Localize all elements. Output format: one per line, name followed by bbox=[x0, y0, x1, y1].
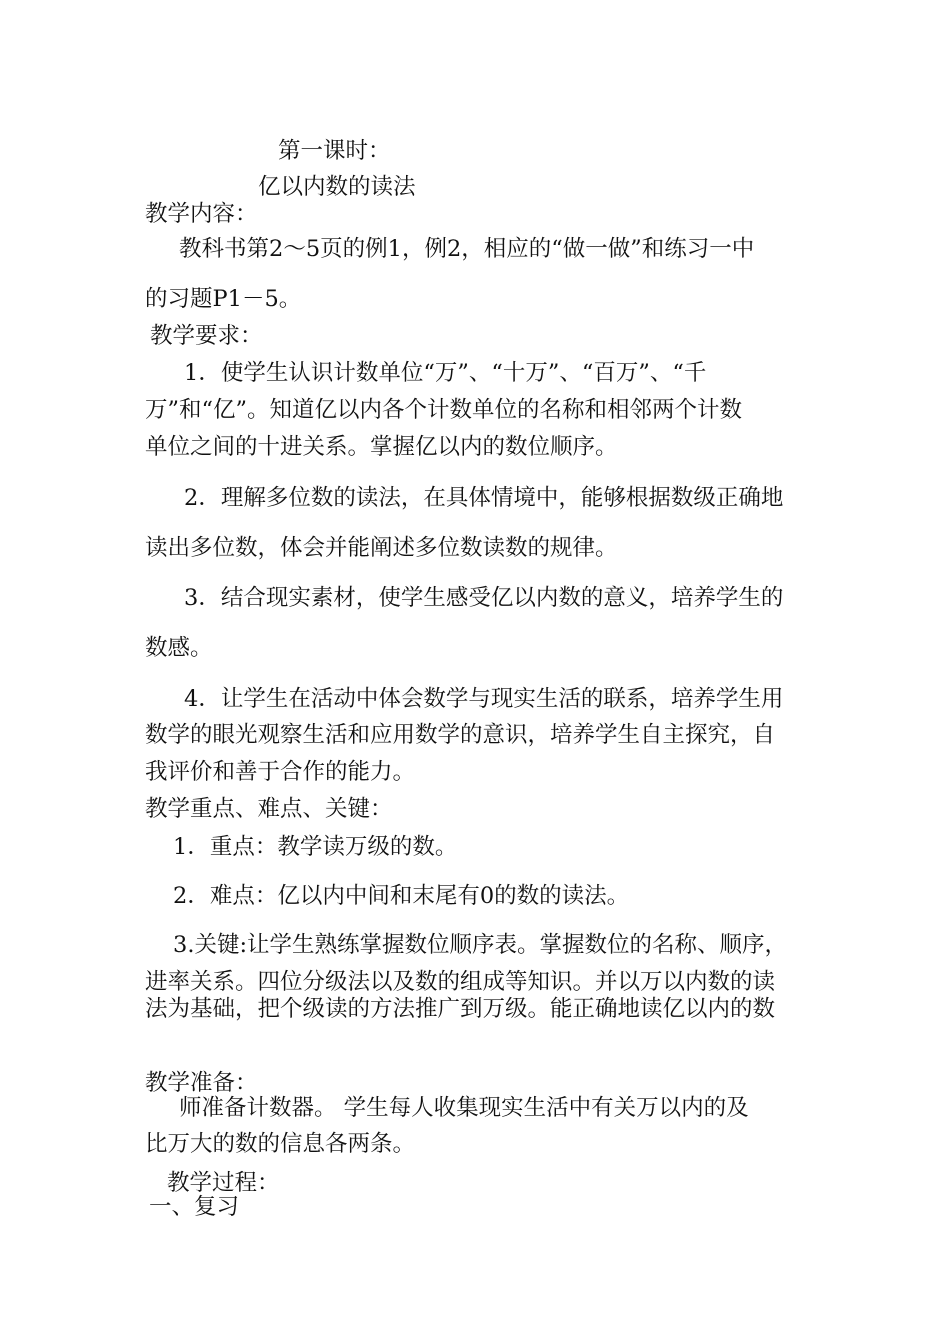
requirement-2-line-2: 读出多位数，体会并能阐述多位数读数的规律。 bbox=[145, 535, 618, 561]
requirement-2-line-1: 2．理解多位数的读法，在具体情境中，能够根据数级正确地 bbox=[184, 485, 784, 511]
topic-title: 亿以内数的读法 bbox=[258, 174, 416, 200]
requirements-heading: 教学要求： bbox=[150, 323, 263, 349]
key-point-3-line-3: 法为基础，把个级读的方法推广到万级。能正确地读亿以内的数 bbox=[145, 996, 776, 1022]
content-line-1: 教科书第2～5页的例1，例2，相应的“做一做”和练习一中 bbox=[179, 236, 755, 262]
preparation-line-2: 比万大的数的信息各两条。 bbox=[145, 1131, 416, 1157]
content-line-2: 的习题P1－5。 bbox=[145, 286, 302, 312]
requirement-1-line-3: 单位之间的十进关系。掌握亿以内的数位顺序。 bbox=[145, 434, 618, 460]
content-heading: 教学内容： bbox=[145, 201, 258, 227]
process-heading: 教学过程： bbox=[167, 1170, 280, 1196]
requirement-4-line-3: 我评价和善于合作的能力。 bbox=[145, 759, 416, 785]
key-point-1: 1．重点：教学读万级的数。 bbox=[173, 834, 458, 860]
process-section-1: 一、复习 bbox=[149, 1194, 240, 1220]
requirement-4-line-2: 数学的眼光观察生活和应用数学的意识，培养学生自主探究，自 bbox=[145, 722, 776, 748]
requirement-4-line-1: 4．让学生在活动中体会数学与现实生活的联系，培养学生用 bbox=[184, 686, 784, 712]
key-point-3-line-1: 3.关键:让学生熟练掌握数位顺序表。掌握数位的名称、顺序， bbox=[173, 932, 788, 958]
requirement-3-line-2: 数感。 bbox=[145, 635, 213, 661]
requirement-1-line-2: 万”和“亿”。知道亿以内各个计数单位的名称和相邻两个计数 bbox=[145, 397, 743, 423]
key-points-heading: 教学重点、难点、关键： bbox=[145, 796, 393, 822]
preparation-line-1: 师准备计数器。 学生每人收集现实生活中有关万以内的及 bbox=[179, 1095, 749, 1121]
key-point-2: 2．难点：亿以内中间和末尾有0的数的读法。 bbox=[173, 883, 630, 909]
requirement-1-line-1: 1．使学生认识计数单位“万”、“十万”、“百万”、“千 bbox=[184, 360, 707, 386]
session-title: 第一课时： bbox=[278, 138, 391, 164]
requirement-3-line-1: 3．结合现实素材，使学生感受亿以内数的意义，培养学生的 bbox=[184, 585, 784, 611]
preparation-heading: 教学准备： bbox=[145, 1070, 258, 1096]
key-point-3-line-2: 进率关系。四位分级法以及数的组成等知识。并以万以内数的读 bbox=[145, 969, 776, 995]
